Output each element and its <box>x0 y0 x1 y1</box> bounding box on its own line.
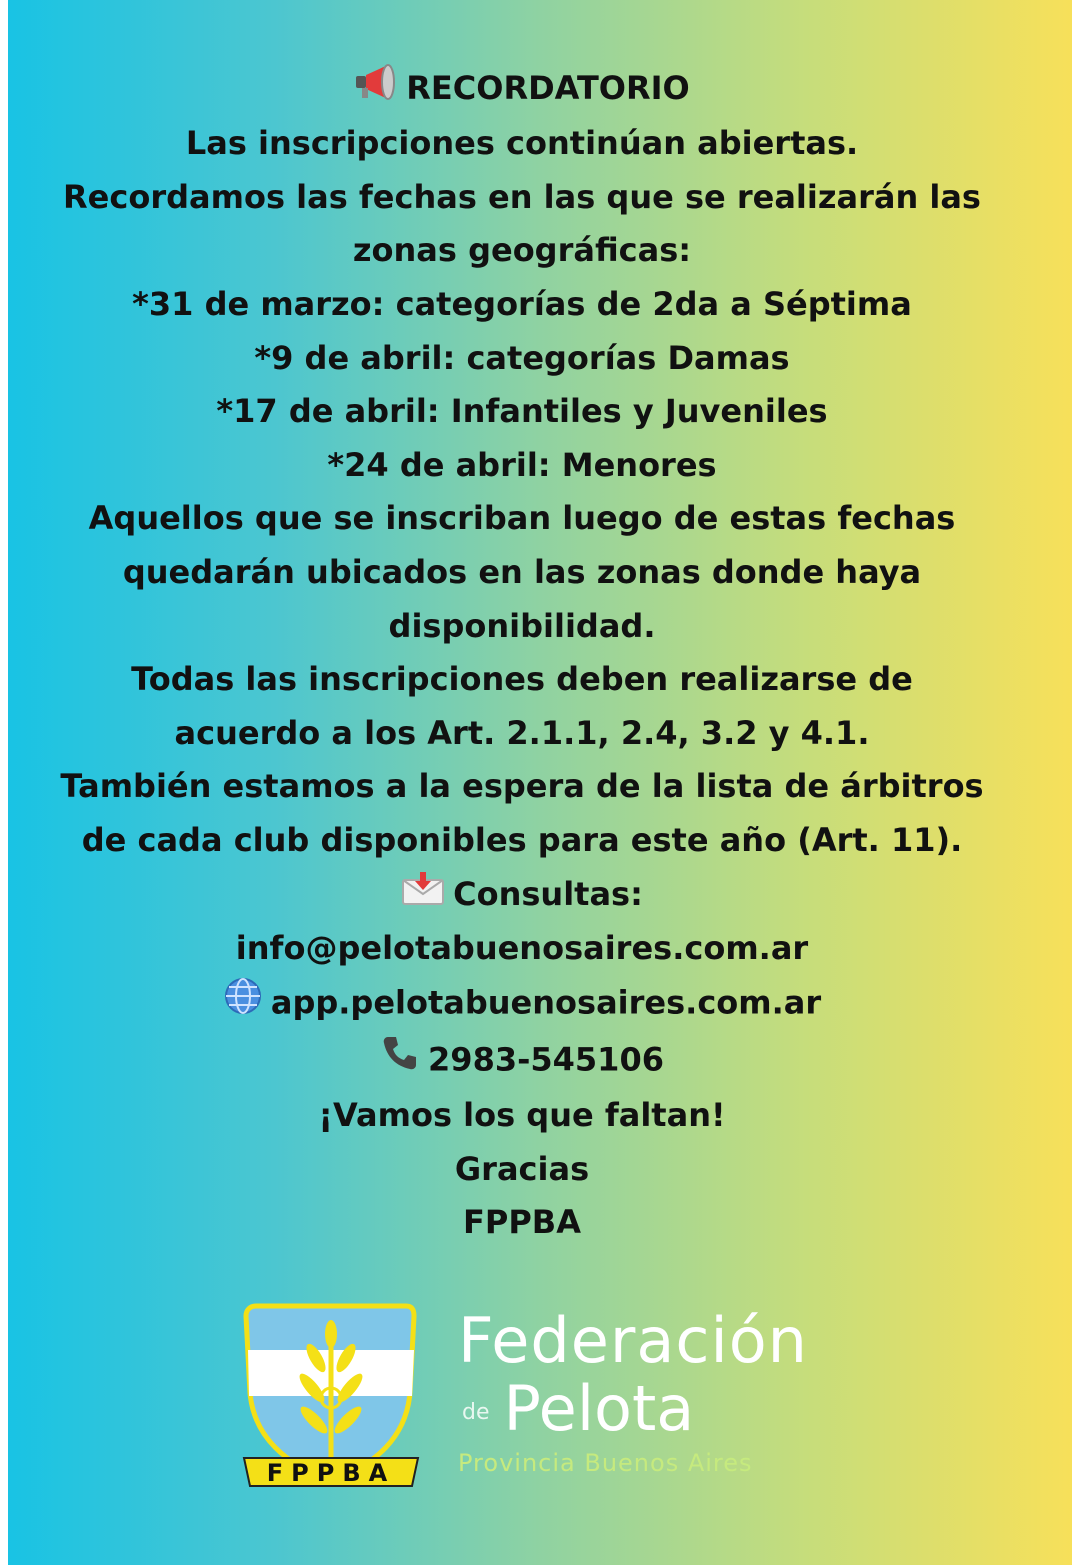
shield-ribbon-text: FPPBA <box>266 1459 396 1487</box>
closing-line: ¡Vamos los que faltan! <box>318 1096 726 1135</box>
poster-background <box>8 0 1072 1565</box>
text-line: Aquellos que se inscriban luego de estas fechas <box>88 499 956 538</box>
date-line: *17 de abril: Infantiles y Juveniles <box>216 392 828 431</box>
email-link[interactable]: info@pelotabuenosaires.com.ar <box>235 929 809 968</box>
text-line: Las inscripciones continúan abiertas. <box>185 124 859 163</box>
title-text: RECORDATORIO <box>406 69 690 107</box>
globe-icon <box>223 976 263 1033</box>
signature-line: FPPBA <box>463 1203 581 1242</box>
website-link[interactable]: app.pelotabuenosaires.com.ar <box>270 983 822 1022</box>
telephone-receiver-icon <box>380 1033 420 1090</box>
text-line: quedarán ubicados en las zonas donde haya <box>122 553 922 592</box>
text-line: Todas las inscripciones deben realizarse de <box>131 660 913 699</box>
text-line: Recordamos las fechas en las que se realizarán las <box>63 177 981 216</box>
phone-line <box>8 1033 1036 1090</box>
text-line: disponibilidad. <box>388 606 656 645</box>
date-line: *9 de abril: categorías Damas <box>254 338 790 377</box>
phone-number[interactable]: 2983-545106 <box>428 1039 664 1078</box>
brand-name-line2 <box>462 1372 808 1445</box>
brand-de: de <box>462 1399 490 1425</box>
text-line: También estamos a la espera de la lista de árbitros <box>60 767 984 806</box>
date-line: *24 de abril: Menores <box>327 445 717 484</box>
title-line <box>8 62 1036 117</box>
federation-brand <box>458 1305 808 1477</box>
date-line: *31 de marzo: categorías de 2da a Séptima <box>132 285 912 324</box>
contact-heading-text: Consultas: <box>453 874 643 913</box>
contact-heading <box>8 868 1036 923</box>
brand-tagline: Provincia Buenos Aires <box>458 1448 753 1477</box>
announcement-text <box>8 62 1036 1250</box>
thanks-line: Gracias <box>454 1149 590 1188</box>
brand-name-line1: Federación <box>458 1304 808 1377</box>
text-line: zonas geográficas: <box>352 231 692 270</box>
brand-pelota: Pelota <box>503 1372 695 1445</box>
text-line: de cada club disponibles para este año (Art. 11). <box>81 821 963 860</box>
federation-shield-logo <box>236 1298 426 1497</box>
megaphone-icon <box>354 63 398 118</box>
website-line <box>8 976 1036 1033</box>
incoming-envelope-icon <box>401 869 445 923</box>
text-line: acuerdo a los Art. 2.1.1, 2.4, 3.2 y 4.1. <box>174 713 870 752</box>
